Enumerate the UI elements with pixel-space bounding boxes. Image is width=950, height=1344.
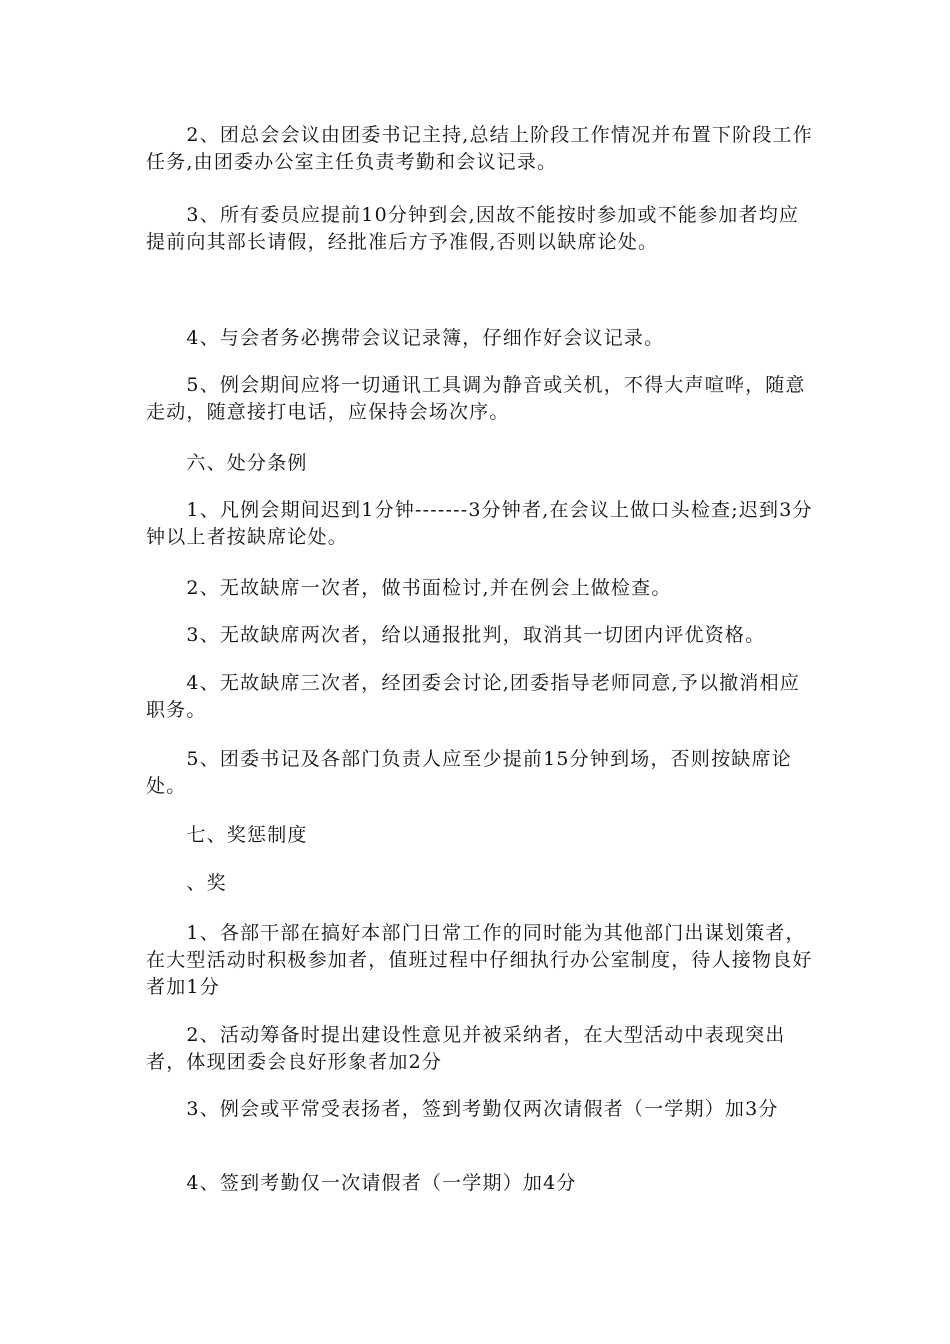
paragraph-penalty-4: 4、无故缺席三次者，经团委会讨论,团委指导老师同意,予以撤消相应职务。: [146, 672, 800, 721]
paragraph-rule-3: 3、所有委员应提前10分钟到会,因故不能按时参加或不能参加者均应提前向其部长请假，经批准后方予准假,否则以缺席论处。: [146, 204, 800, 253]
paragraph-reward-4: 4、签到考勤仅一次请假者（一学期）加4分: [146, 1172, 577, 1194]
paragraph-rule-2: 2、团总会会议由团委书记主持,总结上阶段工作情况并布置下阶段工作任务,由团委办公室主任负责考勤和会议记录。: [146, 124, 813, 173]
paragraph-reward-2: 2、活动筹备时提出建设性意见并被采纳者，在大型活动中表现突出者，体现团委会良好形象者加2分: [146, 1024, 786, 1073]
subheading-reward: 、奖: [146, 872, 227, 894]
section-heading-rewards: 七、奖惩制度: [146, 824, 308, 846]
paragraph-penalty-2: 2、无故缺席一次者，做书面检讨,并在例会上做检查。: [146, 577, 672, 599]
paragraph-rule-5: 5、例会期间应将一切通讯工具调为静音或关机，不得大声喧哗，随意走动，随意接打电话，应保持会场次序。: [146, 374, 806, 423]
paragraph-rule-4: 4、与会者务必携带会议记录簿，仔细作好会议记录。: [146, 327, 665, 349]
section-heading-penalties: 六、处分条例: [146, 452, 308, 474]
paragraph-reward-3: 3、例会或平常受表扬者，签到考勤仅两次请假者（一学期）加3分: [146, 1098, 779, 1120]
paragraph-penalty-5: 5、团委书记及各部门负责人应至少提前15分钟到场，否则按缺席论处。: [146, 748, 792, 797]
paragraph-reward-1: 1、各部干部在搞好本部门日常工作的同时能为其他部门出谋划策者，在大型活动时积极参加者，值班过程中仔细执行办公室制度，待人接物良好者加1分: [146, 922, 813, 998]
paragraph-penalty-3: 3、无故缺席两次者，给以通报批判，取消其一切团内评优资格。: [146, 624, 766, 646]
paragraph-penalty-1: 1、凡例会期间迟到1分钟-------3分钟者,在会议上做口头检查;迟到3分钟以上者按缺席论处。: [146, 499, 813, 548]
